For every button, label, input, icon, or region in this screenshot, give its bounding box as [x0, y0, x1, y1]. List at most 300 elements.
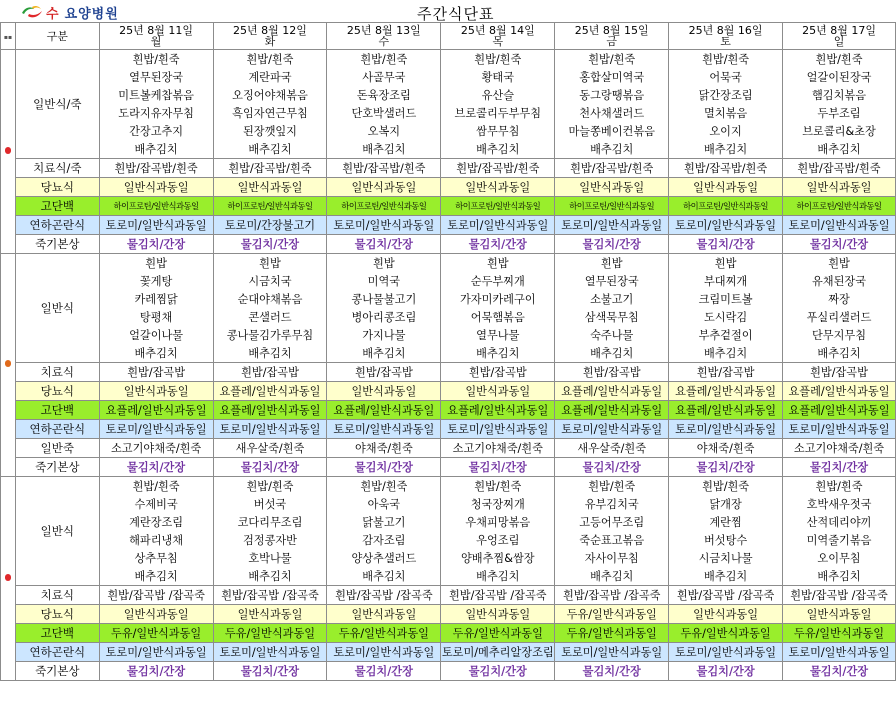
menu-item: 배추김치 [783, 344, 896, 363]
category-label: 고단백 [15, 401, 99, 420]
menu-item: 홍합살미역국 [555, 68, 669, 86]
logo-su: 수 [46, 6, 60, 22]
menu-item: 일반식과동일 [213, 605, 327, 624]
menu-item: 하이프로틴/일반식과동일 [213, 197, 327, 216]
menu-item: 요플레/일반식과동일 [213, 401, 327, 420]
category-label: 일반식 [15, 254, 99, 363]
menu-item: 배추김치 [555, 140, 669, 159]
menu-item: 시금치나물 [669, 549, 783, 567]
menu-item: 계란찜 [669, 513, 783, 531]
category-label: 고단백 [15, 197, 99, 216]
menu-item: 야채죽/흰죽 [327, 439, 441, 458]
meal-strip [1, 50, 16, 254]
menu-item: 단호박샐러드 [327, 104, 441, 122]
menu-item: 두부조림 [783, 104, 896, 122]
menu-item: 물김치/간장 [783, 458, 896, 477]
menu-item: 흰밥/흰죽 [99, 477, 213, 496]
menu-item: 양배추찜&쌈장 [441, 549, 555, 567]
menu-item: 어묵국 [669, 68, 783, 86]
menu-item: 두유/일반식과동일 [555, 605, 669, 624]
diet-row [1, 458, 896, 477]
hospital-logo [20, 3, 119, 21]
menu-item: 삼색묵무침 [555, 308, 669, 326]
menu-item: 물김치/간장 [99, 235, 213, 254]
menu-item: 버섯국 [213, 495, 327, 513]
menu-item: 흰밥 [783, 254, 896, 273]
menu-row [1, 531, 896, 549]
menu-item: 토로미/일반식과동일 [99, 216, 213, 235]
menu-item: 흰밥/잡곡밥 /잡곡죽 [327, 586, 441, 605]
meal-strip [1, 477, 16, 681]
menu-item: 흰밥/잡곡밥 /잡곡죽 [555, 586, 669, 605]
menu-item: 토로미/일반식과동일 [783, 643, 896, 662]
menu-item: 천사채샐러드 [555, 104, 669, 122]
menu-item: 소고기야채죽/흰죽 [783, 439, 896, 458]
menu-item: 배추김치 [327, 567, 441, 586]
menu-item: 흰밥/잡곡밥/흰죽 [783, 159, 896, 178]
diet-row [1, 420, 896, 439]
menu-item: 열무된장국 [555, 272, 669, 290]
menu-item: 물김치/간장 [555, 235, 669, 254]
menu-item: 소불고기 [555, 290, 669, 308]
menu-row [1, 254, 896, 273]
menu-item: 상추무침 [99, 549, 213, 567]
menu-item: 일반식과동일 [213, 178, 327, 197]
menu-row [1, 477, 896, 496]
menu-item: 크림미트볼 [669, 290, 783, 308]
menu-item: 토로미/일반식과동일 [327, 216, 441, 235]
category-label: 치료식 [15, 363, 99, 382]
diet-row [1, 216, 896, 235]
diet-row [1, 197, 896, 216]
menu-item: 콘샐러드 [213, 308, 327, 326]
menu-item: 토로미/일반식과동일 [555, 420, 669, 439]
menu-item: 물김치/간장 [783, 235, 896, 254]
category-label: 연하곤란식 [15, 420, 99, 439]
menu-item: 부추겉절이 [669, 326, 783, 344]
logo-icon [20, 4, 44, 20]
menu-item: 흰밥 [441, 254, 555, 273]
menu-item: 토로미/메추리알장조림 [441, 643, 555, 662]
menu-item: 사골무국 [327, 68, 441, 86]
menu-item: 계란장조림 [99, 513, 213, 531]
menu-item: 콩나물김가루무침 [213, 326, 327, 344]
menu-item: 배추김치 [99, 567, 213, 586]
diet-row [1, 643, 896, 662]
menu-item: 동그랑땡볶음 [555, 86, 669, 104]
category-label: 죽기본상 [15, 235, 99, 254]
menu-item: 흰밥/잡곡밥/흰죽 [327, 159, 441, 178]
meal-strip [1, 254, 16, 477]
menu-item: 꽃게탕 [99, 272, 213, 290]
menu-item: 흰밥/흰죽 [555, 477, 669, 496]
menu-item: 물김치/간장 [783, 662, 896, 681]
menu-row [1, 549, 896, 567]
diet-row [1, 401, 896, 420]
logo-name: 요양병원 [64, 6, 119, 22]
menu-item: 요플레/일반식과동일 [669, 382, 783, 401]
menu-item: 흰밥/흰죽 [441, 50, 555, 69]
menu-item: 흰밥/잡곡밥/흰죽 [213, 159, 327, 178]
category-header: 구분 [15, 23, 99, 50]
menu-item: 닭개장 [669, 495, 783, 513]
menu-item: 햄김치볶음 [783, 86, 896, 104]
menu-item: 흰밥/잡곡밥/흰죽 [441, 159, 555, 178]
meal-name [1, 587, 15, 588]
menu-item: 숙주나물 [555, 326, 669, 344]
menu-item: 짜장 [783, 290, 896, 308]
menu-item: 해파리냉채 [99, 531, 213, 549]
menu-item: 요플레/일반식과동일 [327, 401, 441, 420]
menu-item: 청국장찌개 [441, 495, 555, 513]
day-header [213, 23, 327, 50]
menu-item: 배추김치 [99, 140, 213, 159]
menu-item: 단무지무침 [783, 326, 896, 344]
day-weekday: 월 [150, 35, 162, 48]
menu-item: 요플레/일반식과동일 [555, 401, 669, 420]
menu-row [1, 50, 896, 69]
menu-item: 토로미/일반식과동일 [555, 216, 669, 235]
header-row [1, 23, 896, 50]
menu-item: 배추김치 [441, 567, 555, 586]
meal-mark-icon [5, 147, 11, 154]
menu-item: 토로미/일반식과동일 [783, 216, 896, 235]
menu-item: 배추김치 [669, 140, 783, 159]
menu-item: 배추김치 [327, 344, 441, 363]
menu-item: 흑임자연근무침 [213, 104, 327, 122]
menu-item: 탕평채 [99, 308, 213, 326]
menu-item: 흰밥/잡곡밥 [669, 363, 783, 382]
menu-item: 요플레/일반식과동일 [555, 382, 669, 401]
meal-mark-icon [5, 360, 11, 367]
menu-item: 물김치/간장 [555, 662, 669, 681]
menu-item: 브로콜리두부무침 [441, 104, 555, 122]
menu-item: 소고기야채죽/흰죽 [441, 439, 555, 458]
menu-item: 일반식과동일 [441, 178, 555, 197]
menu-item: 배추김치 [213, 567, 327, 586]
menu-item: 흰밥/잡곡밥 [327, 363, 441, 382]
menu-item: 흰밥 [555, 254, 669, 273]
menu-item: 흰밥/잡곡밥 /잡곡죽 [99, 586, 213, 605]
day-weekday: 일 [833, 35, 845, 48]
menu-item: 흰밥 [213, 254, 327, 273]
menu-item: 흰밥/잡곡밥/흰죽 [99, 159, 213, 178]
menu-item: 산적데리야끼 [783, 513, 896, 531]
menu-row [1, 513, 896, 531]
menu-item: 물김치/간장 [99, 458, 213, 477]
menu-item: 두유/일반식과동일 [213, 624, 327, 643]
menu-item: 흰밥/잡곡밥 [783, 363, 896, 382]
menu-item: 순두부찌개 [441, 272, 555, 290]
menu-item: 흰밥/잡곡밥/흰죽 [669, 159, 783, 178]
day-weekday: 토 [720, 35, 731, 48]
menu-item: 토로미/일반식과동일 [441, 216, 555, 235]
menu-item: 일반식과동일 [783, 178, 896, 197]
menu-item: 도시락김 [669, 308, 783, 326]
menu-item: 흰밥/흰죽 [783, 50, 896, 69]
menu-item: 양상추샐러드 [327, 549, 441, 567]
category-label: 일반식/죽 [15, 50, 99, 159]
diet-row [1, 439, 896, 458]
menu-row [1, 290, 896, 308]
menu-item: 된장깻잎지 [213, 122, 327, 140]
menu-item: 토로미/간장불고기 [213, 216, 327, 235]
menu-body [1, 23, 896, 681]
category-label: 연하곤란식 [15, 643, 99, 662]
menu-item: 흰밥/흰죽 [327, 477, 441, 496]
category-label: 죽기본상 [15, 458, 99, 477]
day-date: 25년 8월 13일 [346, 24, 421, 37]
menu-item: 흰밥/흰죽 [669, 50, 783, 69]
menu-item: 흰밥/흰죽 [783, 477, 896, 496]
menu-item: 토로미/일반식과동일 [327, 643, 441, 662]
menu-item: 흰밥/흰죽 [213, 477, 327, 496]
menu-item: 오이지 [669, 122, 783, 140]
menu-item: 마늘쫑베이컨볶음 [555, 122, 669, 140]
menu-item: 물김치/간장 [327, 458, 441, 477]
menu-item: 일반식과동일 [327, 178, 441, 197]
menu-item: 얼갈이나물 [99, 326, 213, 344]
menu-item: 일반식과동일 [99, 605, 213, 624]
menu-item: 일반식과동일 [555, 178, 669, 197]
menu-item: 미트볼케찹볶음 [99, 86, 213, 104]
menu-item: 흰밥/잡곡밥 /잡곡죽 [213, 586, 327, 605]
menu-item: 황태국 [441, 68, 555, 86]
top-bar [0, 0, 896, 22]
menu-item: 두유/일반식과동일 [783, 624, 896, 643]
menu-item: 배추김치 [327, 140, 441, 159]
menu-item: 브로콜리&초장 [783, 122, 896, 140]
category-label: 당뇨식 [15, 382, 99, 401]
menu-item: 토로미/일반식과동일 [213, 420, 327, 439]
menu-item: 흰밥/잡곡밥 [213, 363, 327, 382]
menu-row [1, 567, 896, 586]
menu-item: 물김치/간장 [441, 458, 555, 477]
menu-item: 흰밥 [99, 254, 213, 273]
menu-row [1, 495, 896, 513]
meal-mark-icon [5, 574, 11, 581]
day-header [327, 23, 441, 50]
menu-item: 닭간장조림 [669, 86, 783, 104]
menu-item: 일반식과동일 [441, 382, 555, 401]
category-label: 치료식/죽 [15, 159, 99, 178]
menu-item: 검정콩자반 [213, 531, 327, 549]
menu-item: 흰밥/잡곡밥 /잡곡죽 [441, 586, 555, 605]
menu-item: 흰밥/흰죽 [669, 477, 783, 496]
diet-row [1, 235, 896, 254]
category-label: 죽기본상 [15, 662, 99, 681]
day-date: 25년 8월 16일 [688, 24, 763, 37]
menu-item: 하이프로틴/일반식과동일 [99, 197, 213, 216]
menu-item: 물김치/간장 [99, 662, 213, 681]
menu-item: 일반식과동일 [327, 605, 441, 624]
menu-item: 미역국 [327, 272, 441, 290]
menu-item: 물김치/간장 [213, 662, 327, 681]
day-weekday: 금 [606, 35, 618, 48]
menu-item: 야채죽/흰죽 [669, 439, 783, 458]
menu-item: 배추김치 [555, 344, 669, 363]
menu-item: 물김치/간장 [327, 662, 441, 681]
menu-item: 물김치/간장 [555, 458, 669, 477]
menu-item: 배추김치 [441, 140, 555, 159]
menu-item: 호박새우젓국 [783, 495, 896, 513]
menu-item: 두유/일반식과동일 [441, 624, 555, 643]
menu-item: 토로미/일반식과동일 [213, 643, 327, 662]
menu-item: 닭불고기 [327, 513, 441, 531]
menu-item: 일반식과동일 [99, 382, 213, 401]
menu-item: 배추김치 [213, 344, 327, 363]
menu-item: 일반식과동일 [669, 605, 783, 624]
menu-item: 배추김치 [669, 344, 783, 363]
menu-item: 시금치국 [213, 272, 327, 290]
menu-item: 요플레/일반식과동일 [213, 382, 327, 401]
weekly-menu-table [0, 22, 896, 681]
menu-item: 오징어야채볶음 [213, 86, 327, 104]
menu-item: 흰밥/잡곡밥 [555, 363, 669, 382]
day-date: 25년 8월 15일 [574, 24, 649, 37]
menu-item: 물김치/간장 [669, 662, 783, 681]
page-title: 주간식단표 [417, 5, 495, 23]
menu-item: 흰밥/흰죽 [213, 50, 327, 69]
menu-item: 미역줄기볶음 [783, 531, 896, 549]
menu-item: 어묵햄볶음 [441, 308, 555, 326]
menu-item: 버섯탕수 [669, 531, 783, 549]
menu-item: 흰밥/잡곡밥 [99, 363, 213, 382]
category-label: 고단백 [15, 624, 99, 643]
day-date: 25년 8월 17일 [802, 24, 876, 37]
menu-item: 멸치볶음 [669, 104, 783, 122]
menu-item: 토로미/일반식과동일 [669, 216, 783, 235]
menu-item: 하이프로틴/일반식과동일 [669, 197, 783, 216]
diet-row [1, 586, 896, 605]
menu-item: 두유/일반식과동일 [669, 624, 783, 643]
meal-name [1, 160, 15, 161]
menu-item: 유채된장국 [783, 272, 896, 290]
menu-item: 요플레/일반식과동일 [783, 401, 896, 420]
day-date: 25년 8월 14일 [460, 24, 535, 37]
menu-item: 우엉조림 [441, 531, 555, 549]
menu-item: 소고기야채죽/흰죽 [99, 439, 213, 458]
menu-item: 배추김치 [213, 140, 327, 159]
menu-row [1, 104, 896, 122]
menu-item: 요플레/일반식과동일 [783, 382, 896, 401]
diet-row [1, 605, 896, 624]
header-corner: ▪▪ [1, 23, 16, 50]
menu-row [1, 86, 896, 104]
menu-item: 흰밥 [327, 254, 441, 273]
category-label: 일반식 [15, 477, 99, 586]
logo-text [46, 3, 119, 22]
menu-item: 토로미/일반식과동일 [669, 420, 783, 439]
menu-item: 토로미/일반식과동일 [99, 420, 213, 439]
menu-item: 배추김치 [783, 567, 896, 586]
day-weekday: 목 [492, 35, 504, 48]
menu-item: 간장고추지 [99, 122, 213, 140]
menu-item: 도라지유자무침 [99, 104, 213, 122]
category-label: 연하곤란식 [15, 216, 99, 235]
menu-item: 하이프로틴/일반식과동일 [555, 197, 669, 216]
menu-item: 돈육장조림 [327, 86, 441, 104]
menu-item: 오이무침 [783, 549, 896, 567]
menu-item: 배추김치 [99, 344, 213, 363]
category-label: 일반죽 [15, 439, 99, 458]
menu-item: 흰밥 [669, 254, 783, 273]
menu-item: 흰밥/잡곡밥 /잡곡죽 [669, 586, 783, 605]
menu-row [1, 140, 896, 159]
menu-item: 요플레/일반식과동일 [99, 401, 213, 420]
menu-row [1, 272, 896, 290]
day-header [99, 23, 213, 50]
menu-item: 물김치/간장 [669, 458, 783, 477]
category-label: 치료식 [15, 586, 99, 605]
menu-row [1, 308, 896, 326]
menu-item: 일반식과동일 [783, 605, 896, 624]
diet-row [1, 159, 896, 178]
day-header [555, 23, 669, 50]
menu-item: 물김치/간장 [441, 235, 555, 254]
menu-item: 요플레/일반식과동일 [669, 401, 783, 420]
menu-item: 흰밥/잡곡밥 [441, 363, 555, 382]
diet-row [1, 363, 896, 382]
menu-item: 배추김치 [441, 344, 555, 363]
menu-item: 오복지 [327, 122, 441, 140]
menu-item: 일반식과동일 [669, 178, 783, 197]
menu-item: 물김치/간장 [669, 235, 783, 254]
day-date: 25년 8월 11일 [119, 24, 194, 37]
menu-item: 순대야채볶음 [213, 290, 327, 308]
menu-item: 열무된장국 [99, 68, 213, 86]
menu-item: 배추김치 [555, 567, 669, 586]
menu-item: 새우살죽/흰죽 [555, 439, 669, 458]
menu-item: 쌈무무침 [441, 122, 555, 140]
menu-row [1, 122, 896, 140]
menu-item: 열무나물 [441, 326, 555, 344]
menu-row [1, 326, 896, 344]
menu-item: 배추김치 [669, 567, 783, 586]
menu-item: 물김치/간장 [213, 235, 327, 254]
menu-item: 두유/일반식과동일 [99, 624, 213, 643]
menu-item: 카레찜닭 [99, 290, 213, 308]
diet-row [1, 178, 896, 197]
menu-item: 새우살죽/흰죽 [213, 439, 327, 458]
menu-item: 호박나물 [213, 549, 327, 567]
menu-item: 유부김치국 [555, 495, 669, 513]
menu-item: 흰밥/잡곡밥/흰죽 [555, 159, 669, 178]
menu-item: 하이프로틴/일반식과동일 [327, 197, 441, 216]
day-header [783, 23, 896, 50]
menu-item: 수제비국 [99, 495, 213, 513]
menu-item: 물김치/간장 [441, 662, 555, 681]
menu-item: 하이프로틴/일반식과동일 [783, 197, 896, 216]
menu-item: 일반식과동일 [441, 605, 555, 624]
menu-item: 코다리무조림 [213, 513, 327, 531]
diet-row [1, 382, 896, 401]
diet-row [1, 624, 896, 643]
menu-item: 일반식과동일 [99, 178, 213, 197]
menu-item: 토로미/일반식과동일 [441, 420, 555, 439]
menu-item: 흰밥/흰죽 [327, 50, 441, 69]
menu-item: 유산슬 [441, 86, 555, 104]
menu-item: 흰밥/잡곡밥 /잡곡죽 [783, 586, 896, 605]
menu-item: 가지나물 [327, 326, 441, 344]
menu-item: 자사이무침 [555, 549, 669, 567]
menu-item: 물김치/간장 [213, 458, 327, 477]
day-header [669, 23, 783, 50]
menu-item: 토로미/일반식과동일 [99, 643, 213, 662]
menu-item: 두유/일반식과동일 [555, 624, 669, 643]
category-label: 당뇨식 [15, 178, 99, 197]
day-date: 25년 8월 12일 [233, 24, 307, 37]
